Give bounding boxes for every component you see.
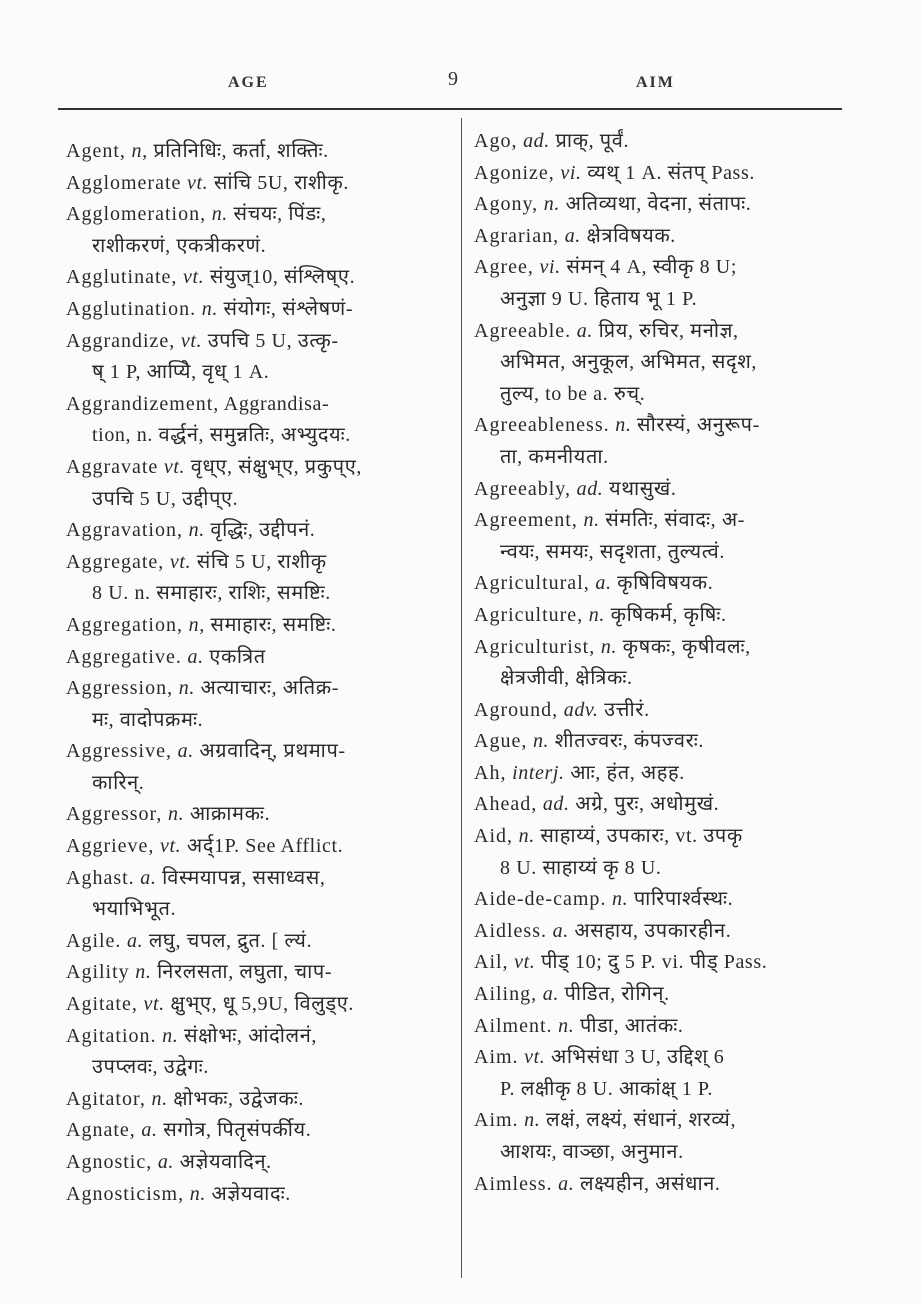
part-of-speech: vi. [560,161,582,184]
headword: Ah, [474,761,507,784]
dictionary-entry [474,1105,864,1168]
headword: Ailing, [474,983,538,1006]
part-of-speech: n. [615,414,632,437]
definition-text: वृद्धिः, उद्दीपनं. [210,519,316,542]
part-of-speech: vt. [143,993,165,1016]
entry-line [66,389,456,421]
part-of-speech: vt. [514,951,536,974]
definition-text: संचयः, पिंडः, [233,203,327,226]
part-of-speech: n. [162,1024,179,1047]
headword: Aim. [474,1109,519,1132]
entry-continuation-line [66,357,456,389]
definition-text: राशीकरणं, एकत्रीकरणं. [92,234,267,257]
dictionary-entry [66,294,456,326]
entry-continuation-line [66,705,456,737]
part-of-speech: a. [187,645,204,668]
entry-continuation-line [66,768,456,800]
definition-text: पीडित, रोगिन्. [564,983,670,1006]
entry-line [66,642,456,674]
headword: Aground, [474,698,559,721]
dictionary-entry [66,515,456,547]
definition-text: ष् 1 P, आप्येि, वृध् 1 A. [92,361,270,384]
definition-text: Aggrandisa- [223,392,330,415]
definition-text: कारिन्. [92,771,145,794]
headword: Agreeableness. [474,414,610,437]
headword: Aggression, [66,677,174,700]
entry-line [66,673,456,705]
entry-line [66,799,456,831]
part-of-speech: vi. [539,256,561,279]
definition-text: अज्ञेयवादः. [211,1182,291,1205]
entry-line [66,515,456,547]
entry-continuation-line [66,1052,456,1084]
entry-line [474,410,864,442]
entry-line [66,1115,456,1147]
dictionary-entry [66,989,456,1021]
dictionary-entry [474,726,864,758]
definition-text: निरलसता, लघुता, चाप- [157,961,333,984]
dictionary-entry [66,326,456,389]
headword: Agglomeration, [66,203,207,226]
dictionary-entry [474,126,864,158]
dictionary-entry [66,957,456,989]
definition-text: उत्तीरं. [604,698,650,721]
part-of-speech: n. [201,297,218,320]
part-of-speech: ad. [576,477,604,500]
dictionary-entry [66,926,456,958]
entry-continuation-line [474,379,864,411]
headword: Aid, [474,825,513,848]
definition-text: अग्रवादिन्, प्रथमाप- [199,740,346,763]
dictionary-entry [66,799,456,831]
dictionary-entry [66,863,456,926]
dictionary-entry [474,158,864,190]
entry-line [474,979,864,1011]
headword: Agitate, [66,993,138,1016]
dictionary-entry [66,1147,456,1179]
definition-text: कृषकः, कृषीवलः, [622,635,751,658]
definition-text: अज्ञेयवादिन्. [179,1151,272,1173]
entry-line [66,1179,456,1211]
dictionary-entry [66,1179,456,1211]
headword: Agnate, [66,1119,136,1142]
entry-line [474,600,864,632]
entry-line [66,831,456,863]
part-of-speech: n. [524,1109,541,1132]
entry-continuation-line [66,484,456,516]
part-of-speech: vt. [160,835,182,858]
definition-text: व्यथ् 1 A. संतप् Pass. [587,161,755,184]
entry-line [66,262,456,294]
entry-line [474,505,864,537]
part-of-speech: n. [532,730,550,753]
headword: Agnosticism, [66,1182,185,1205]
part-of-speech: a. [177,740,194,763]
definition-text: लक्ष्यहीन, असंधान. [579,1172,721,1195]
entry-line [66,1147,456,1179]
dictionary-entry [66,547,456,610]
dictionary-entry [474,316,864,411]
headword: Agile. [66,929,122,952]
headword: Agricultural, [474,572,590,595]
headword: Agglomerate [66,171,182,194]
entry-continuation-line [474,347,864,379]
part-of-speech: vt. [524,1046,546,1069]
dictionary-entry [474,1169,864,1201]
part-of-speech: n. [178,677,195,700]
definition-text: शीतज्वरः, कंपज्वरः. [554,730,705,753]
part-of-speech: ad. [523,130,550,152]
dictionary-entry [66,136,456,168]
part-of-speech: vt. [180,329,203,352]
definition-text: क्षोभकः, उद्वेजकः. [173,1087,304,1110]
part-of-speech: n. [151,1087,168,1110]
definition-text: न्वयः, समयः, सदृशता, तुल्यत्वं. [500,540,725,563]
entry-line [474,189,864,221]
definition-text: असहाय, उपकारहीन. [574,919,732,942]
headword: Agglutinate, [66,266,178,289]
definition-text: क्षुभ्ए, धू 5,9U, विलुड्ए. [170,993,354,1016]
entry-continuation-line [474,537,864,569]
definition-text: तुल्य, to be a. रुच्. [500,382,646,405]
dictionary-entry [474,189,864,221]
headword: Aggregate, [66,550,165,573]
definition-text: सांचि 5U, राशीकृ. [213,171,349,194]
part-of-speech: n. [558,1014,575,1037]
definition-text: प्रिय, रुचिर, मनोज्ञ, [598,319,739,342]
dictionary-entry [66,199,456,262]
entry-line [474,726,864,758]
part-of-speech: n. [612,888,629,911]
part-of-speech: a. [542,983,559,1006]
headword: Aggrieve, [66,835,155,858]
headword: Aidless. [474,919,547,942]
definition-text: संयुज्10, संश्लिष्ए. [209,266,356,289]
headword: Aggravate [66,455,159,478]
part-of-speech: n. [168,803,185,826]
entry-line [474,695,864,727]
right-column [474,126,864,1200]
entry-line [474,126,864,158]
headword: Aggressive, [66,740,172,763]
headword: Agitator, [66,1087,146,1110]
headword: Aim. [474,1046,519,1069]
dictionary-entry [66,389,456,452]
definition-text: एकत्रित [209,645,266,668]
part-of-speech: a. [157,1151,175,1173]
entry-continuation-line [474,1074,864,1106]
entry-line [66,989,456,1021]
part-of-speech: n, [188,613,205,636]
definition-text: अग्रे, पुरः, अधोमुखं. [575,793,720,816]
headword: Aggravation, [66,519,183,542]
definition-text: क्षेत्रजीवी, क्षेत्रिकः. [500,667,633,690]
dictionary-entry [474,695,864,727]
definition-text: अभिसंधा 3 U, उद्दिश् 6 [551,1046,725,1069]
dictionary-entry [66,673,456,736]
definition-text: उपप्लवः, उद्वेगः. [92,1056,209,1079]
definition-text: क्षेत्रविषयक. [586,224,676,247]
headword: Aggregation, [66,613,183,636]
entry-line [474,789,864,821]
headword: Agnostic, [66,1151,153,1173]
definition-text: वृध्ए, संक्षुभ्ए, प्रकुप्ए, [190,455,362,478]
headword: Agreeably, [474,477,571,500]
definition-text: पीडा, आतंकः. [579,1014,684,1037]
definition-text: संमन् 4 A, स्वीकृ 8 U; [566,256,737,279]
definition-text: आः, हंत, अहह. [570,761,685,784]
entry-line [66,957,456,989]
headword: Agrarian, [474,224,560,247]
dictionary-entry [474,600,864,632]
definition-text: प्राक्, पूर्वं. [555,130,630,152]
part-of-speech: n. [600,635,618,658]
definition-text: 8 U. साहाय्यं कृ 8 U. [500,856,662,879]
headword: Agree, [474,256,534,279]
part-of-speech: vt. [187,171,209,194]
definition-text: ता, कमनीयता. [500,445,609,468]
definition-text: P. लक्षीकृ 8 U. आकांक्ष् 1 P. [500,1077,714,1100]
definition-text: लक्षं, लक्ष्यं, संधानं, शरव्यं, [545,1109,737,1132]
definition-text: मः, वादोपक्रमः. [92,708,204,731]
dictionary-entry [474,252,864,315]
dictionary-entry [474,947,864,979]
entry-line [474,1011,864,1043]
entry-line [474,632,864,664]
part-of-speech: a. [558,1172,575,1195]
headword: Aimless. [474,1172,553,1195]
entry-continuation-line [66,231,456,263]
definition-text: पीड् 10; दु 5 P. vi. पीड् Pass. [541,951,768,974]
entry-line [66,452,456,484]
definition-text: आशयः, वाञ्छा, अनुमान. [500,1141,684,1163]
dictionary-entry [66,452,456,515]
headword: Agitation. [66,1024,157,1047]
entry-line [66,294,456,326]
definition-text: संचि 5 U, राशीकृ [196,550,327,573]
dictionary-entry [474,1011,864,1043]
definition-text: आक्रामकः. [189,803,271,826]
headword: Ahead, [474,793,538,816]
definition-text: विस्मयापन्न, ससाध्वस, [162,866,326,889]
definition-text: संयोगः, संश्लेषणं- [223,297,354,320]
entry-line [474,821,864,853]
entry-continuation-line [474,442,864,474]
headword: Agreeable. [474,319,572,342]
entry-line [474,916,864,948]
entry-line [66,1084,456,1116]
definition-text: समाहारः, समष्टिः. [210,613,337,636]
dictionary-entry [66,736,456,799]
dictionary-entry [474,632,864,695]
headword: Agent, [66,140,126,162]
entry-line [66,610,456,642]
headword: Agony, [474,193,539,216]
part-of-speech: a. [576,319,593,342]
dictionary-entry [66,642,456,674]
entry-line [474,158,864,190]
part-of-speech: a. [127,929,144,952]
part-of-speech: n. [543,193,560,216]
headword: Agility [66,961,130,984]
definition-text: सौरस्यं, अनुरूप- [637,414,760,437]
dictionary-entry [66,1115,456,1147]
headword: Ago, [474,130,518,152]
definition-text: 8 U. n. समाहारः, राशिः, समष्टिः. [92,582,331,605]
dictionary-entry [474,916,864,948]
entry-continuation-line [66,894,456,926]
part-of-speech: vt. [163,455,186,478]
entry-line [66,863,456,895]
entry-line [66,326,456,358]
definition-text: कृषिकर्म, कृषिः. [610,603,727,626]
definition-text: tion, n. वर्द्धनं, समुन्नतिः, अभ्युदयः. [92,424,351,447]
part-of-speech: a. [141,1119,158,1142]
headword: Ailment. [474,1014,553,1037]
headword: Aggrandize, [66,329,176,352]
entry-continuation-line [66,578,456,610]
definition-text: अत्याचारः, अतिक्र- [200,677,339,700]
dictionary-entry [66,1021,456,1084]
left-column [66,136,456,1210]
entry-line [474,947,864,979]
headword: Agonize, [474,161,555,184]
dictionary-entry [474,758,864,790]
part-of-speech: a. [140,866,157,889]
headword: Aggressor, [66,803,163,826]
dictionary-entry [474,789,864,821]
headword: Aggrandizement, [66,392,220,415]
definition-text: अर्द्1P. See Afflict. [186,835,344,858]
entry-line [474,316,864,348]
part-of-speech: n. [588,603,605,626]
definition-text: उपचि 5 U, उत्कृ- [207,329,339,352]
entry-continuation-line [66,420,456,452]
header-rule [58,108,842,110]
part-of-speech: a. [552,919,569,942]
dictionary-entry [66,262,456,294]
right-guide-word: AIM [636,74,675,91]
entry-line [66,547,456,579]
dictionary-entry [474,474,864,506]
definition-text: साहाय्यं, उपकारः, vt. उपकृ [540,825,743,848]
entry-continuation-line [474,853,864,885]
entry-line [474,1042,864,1074]
entry-line [66,736,456,768]
part-of-speech: n. [518,825,535,848]
part-of-speech: a. [595,572,612,595]
entry-line [66,1021,456,1053]
dictionary-entry [66,610,456,642]
part-of-speech: adv. [563,698,599,721]
part-of-speech: n. [189,1182,206,1205]
entry-line [474,884,864,916]
dictionary-entry [474,221,864,253]
definition-text: भयाभिभूत. [92,898,177,921]
definition-text: संमतिः, संवादः, अ- [605,509,746,532]
headword: Agriculture, [474,603,584,626]
dictionary-entry [474,1042,864,1105]
headword: Agriculturist, [474,635,596,658]
part-of-speech: interj. [512,761,565,784]
entry-continuation-line [474,284,864,316]
dictionary-entry [474,884,864,916]
dictionary-entry [66,168,456,200]
entry-continuation-line [474,663,864,695]
dictionary-entry [66,831,456,863]
entry-line [474,758,864,790]
entry-line [474,252,864,284]
part-of-speech: vt. [169,550,192,573]
headword: Aggregative. [66,645,182,668]
column-divider [461,118,462,1278]
headword: Ague, [474,730,528,753]
dictionary-entry [66,1084,456,1116]
entry-line [474,1169,864,1201]
definition-text: कृषिविषयक. [617,572,714,595]
definition-text: अतिव्यथा, वेदना, संतापः. [565,193,752,216]
definition-text: प्रतिनिधिः, कर्ता, शक्तिः. [153,140,329,162]
headword: Agreement, [474,509,578,532]
entry-line [66,926,456,958]
entry-line [474,1105,864,1137]
definition-text: संक्षोभः, आंदोलनं, [183,1024,318,1047]
definition-text: अनुज्ञा 9 U. हिताय भू 1 P. [500,287,698,310]
entry-line [474,568,864,600]
definition-text: सगोत्र, पितृसंपर्कीय. [163,1119,312,1142]
headword: Ail, [474,951,509,974]
entry-continuation-line [474,1137,864,1169]
headword: Aide-de-camp. [474,888,607,911]
part-of-speech: n. [135,961,152,984]
entry-line [66,199,456,231]
dictionary-entry [474,505,864,568]
entry-line [474,221,864,253]
left-guide-word: AGE [228,74,269,91]
entry-line [66,168,456,200]
definition-text: पारिपार्श्वस्थः. [633,888,734,911]
definition-text: लघु, चपल, द्रुत. [ ल्यं. [148,929,313,952]
dictionary-entry [474,410,864,473]
dictionary-entry [474,568,864,600]
part-of-speech: n. [583,509,600,532]
headword: Agglutination. [66,297,197,320]
definition-text: अभिमत, अनुकूल, अभिमत, सदृश, [500,351,757,374]
definition-text: यथासुखं. [609,477,677,500]
headword: Aghast. [66,866,135,889]
entry-line [474,474,864,506]
part-of-speech: a. [564,224,581,247]
part-of-speech: n. [188,519,205,542]
part-of-speech: n. [211,203,228,226]
part-of-speech: n, [131,140,148,162]
dictionary-entry [474,979,864,1011]
definition-text: उपचि 5 U, उद्दीप्ए. [92,487,239,510]
part-of-speech: ad. [542,793,570,816]
page-number: 9 [448,68,460,90]
entry-line [66,136,456,168]
part-of-speech: vt. [183,266,205,289]
dictionary-entry [474,821,864,884]
